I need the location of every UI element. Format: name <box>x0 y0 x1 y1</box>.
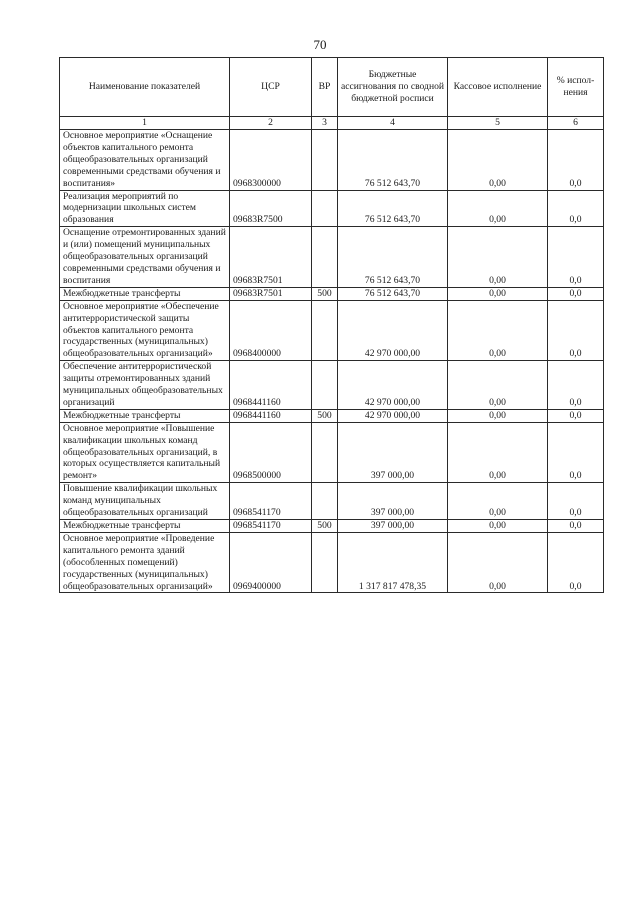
row-cash: 0,00 <box>448 190 548 227</box>
row-csr: 0968300000 <box>230 130 312 191</box>
row-percent: 0,0 <box>548 532 604 593</box>
row-name: Межбюджетные трансферты <box>60 520 230 533</box>
row-vr: 500 <box>312 409 338 422</box>
column-number: 6 <box>548 117 604 130</box>
row-name: Основное мероприятие «Обеспечение антитеррористической защиты объектов капитального ремонта государственных (муниципальных) общеобразовательных организаций» <box>60 300 230 361</box>
row-cash: 0,00 <box>448 227 548 288</box>
row-cash: 0,00 <box>448 130 548 191</box>
row-allocation: 76 512 643,70 <box>338 130 448 191</box>
row-csr: 0969400000 <box>230 532 312 593</box>
row-percent: 0,0 <box>548 287 604 300</box>
row-csr: 09683R7500 <box>230 190 312 227</box>
row-vr <box>312 483 338 520</box>
budget-table <box>59 57 604 593</box>
row-percent: 0,0 <box>548 422 604 483</box>
row-allocation: 76 512 643,70 <box>338 227 448 288</box>
row-percent: 0,0 <box>548 227 604 288</box>
row-name: Межбюджетные трансферты <box>60 287 230 300</box>
table-row <box>60 361 604 410</box>
row-cash: 0,00 <box>448 520 548 533</box>
row-allocation: 1 317 817 478,35 <box>338 532 448 593</box>
column-number: 3 <box>312 117 338 130</box>
header-cash: Кассовое исполнение <box>448 58 548 117</box>
row-percent: 0,0 <box>548 130 604 191</box>
table-row <box>60 227 604 288</box>
row-allocation: 42 970 000,00 <box>338 361 448 410</box>
header-allocations: Бюджетные ассигнования по сводной бюджетной росписи <box>338 58 448 117</box>
row-allocation: 42 970 000,00 <box>338 409 448 422</box>
row-allocation: 76 512 643,70 <box>338 287 448 300</box>
row-allocation: 397 000,00 <box>338 520 448 533</box>
table-row <box>60 520 604 533</box>
row-name: Основное мероприятие «Проведение капитального ремонта зданий (обособленных помещений) государственных (муниципальных) общеобразовательных организаций» <box>60 532 230 593</box>
row-name: Повышение квалификации школьных команд муниципальных общеобразовательных организаций <box>60 483 230 520</box>
row-csr: 0968441160 <box>230 361 312 410</box>
table-row <box>60 300 604 361</box>
header-row <box>60 58 604 117</box>
row-vr <box>312 190 338 227</box>
row-csr: 0968400000 <box>230 300 312 361</box>
row-cash: 0,00 <box>448 300 548 361</box>
table-row <box>60 483 604 520</box>
table-row <box>60 130 604 191</box>
row-allocation: 76 512 643,70 <box>338 190 448 227</box>
row-name: Межбюджетные трансферты <box>60 409 230 422</box>
column-number: 5 <box>448 117 548 130</box>
row-allocation: 397 000,00 <box>338 483 448 520</box>
header-name: Наименование показателей <box>60 58 230 117</box>
row-vr <box>312 227 338 288</box>
row-percent: 0,0 <box>548 520 604 533</box>
row-vr <box>312 532 338 593</box>
row-vr <box>312 422 338 483</box>
row-cash: 0,00 <box>448 483 548 520</box>
table-row <box>60 287 604 300</box>
header-percent: % испол-нения <box>548 58 604 117</box>
row-vr: 500 <box>312 520 338 533</box>
row-vr <box>312 300 338 361</box>
row-allocation: 397 000,00 <box>338 422 448 483</box>
header-vr: ВР <box>312 58 338 117</box>
row-cash: 0,00 <box>448 422 548 483</box>
row-cash: 0,00 <box>448 532 548 593</box>
row-csr: 0968441160 <box>230 409 312 422</box>
row-vr: 500 <box>312 287 338 300</box>
row-name: Реализация мероприятий по модернизации школьных систем образования <box>60 190 230 227</box>
row-percent: 0,0 <box>548 190 604 227</box>
row-percent: 0,0 <box>548 361 604 410</box>
row-vr <box>312 361 338 410</box>
row-name: Обеспечение антитеррористической защиты отремонтированных зданий муниципальных общеобразовательных организаций <box>60 361 230 410</box>
row-allocation: 42 970 000,00 <box>338 300 448 361</box>
row-name: Основное мероприятие «Оснащение объектов капитального ремонта общеобразовательных организаций современными средствами обучения и воспитания» <box>60 130 230 191</box>
table-row <box>60 422 604 483</box>
row-vr <box>312 130 338 191</box>
row-percent: 0,0 <box>548 483 604 520</box>
row-name: Оснащение отремонтированных зданий и (или) помещений муниципальных общеобразовательных организаций современными средствами обучения и воспитания <box>60 227 230 288</box>
column-number: 2 <box>230 117 312 130</box>
table-row <box>60 532 604 593</box>
row-percent: 0,0 <box>548 409 604 422</box>
row-percent: 0,0 <box>548 300 604 361</box>
row-csr: 0968500000 <box>230 422 312 483</box>
row-csr: 09683R7501 <box>230 287 312 300</box>
row-cash: 0,00 <box>448 409 548 422</box>
column-number: 1 <box>60 117 230 130</box>
row-cash: 0,00 <box>448 361 548 410</box>
column-number: 4 <box>338 117 448 130</box>
header-csr: ЦСР <box>230 58 312 117</box>
table-row <box>60 190 604 227</box>
row-cash: 0,00 <box>448 287 548 300</box>
page-number: 70 <box>313 37 327 52</box>
table-row <box>60 409 604 422</box>
row-csr: 0968541170 <box>230 520 312 533</box>
column-number-row <box>60 117 604 130</box>
row-csr: 09683R7501 <box>230 227 312 288</box>
row-name: Основное мероприятие «Повышение квалификации школьных команд общеобразовательных организаций, в которых осуществляется капитальный ремонт» <box>60 422 230 483</box>
row-csr: 0968541170 <box>230 483 312 520</box>
